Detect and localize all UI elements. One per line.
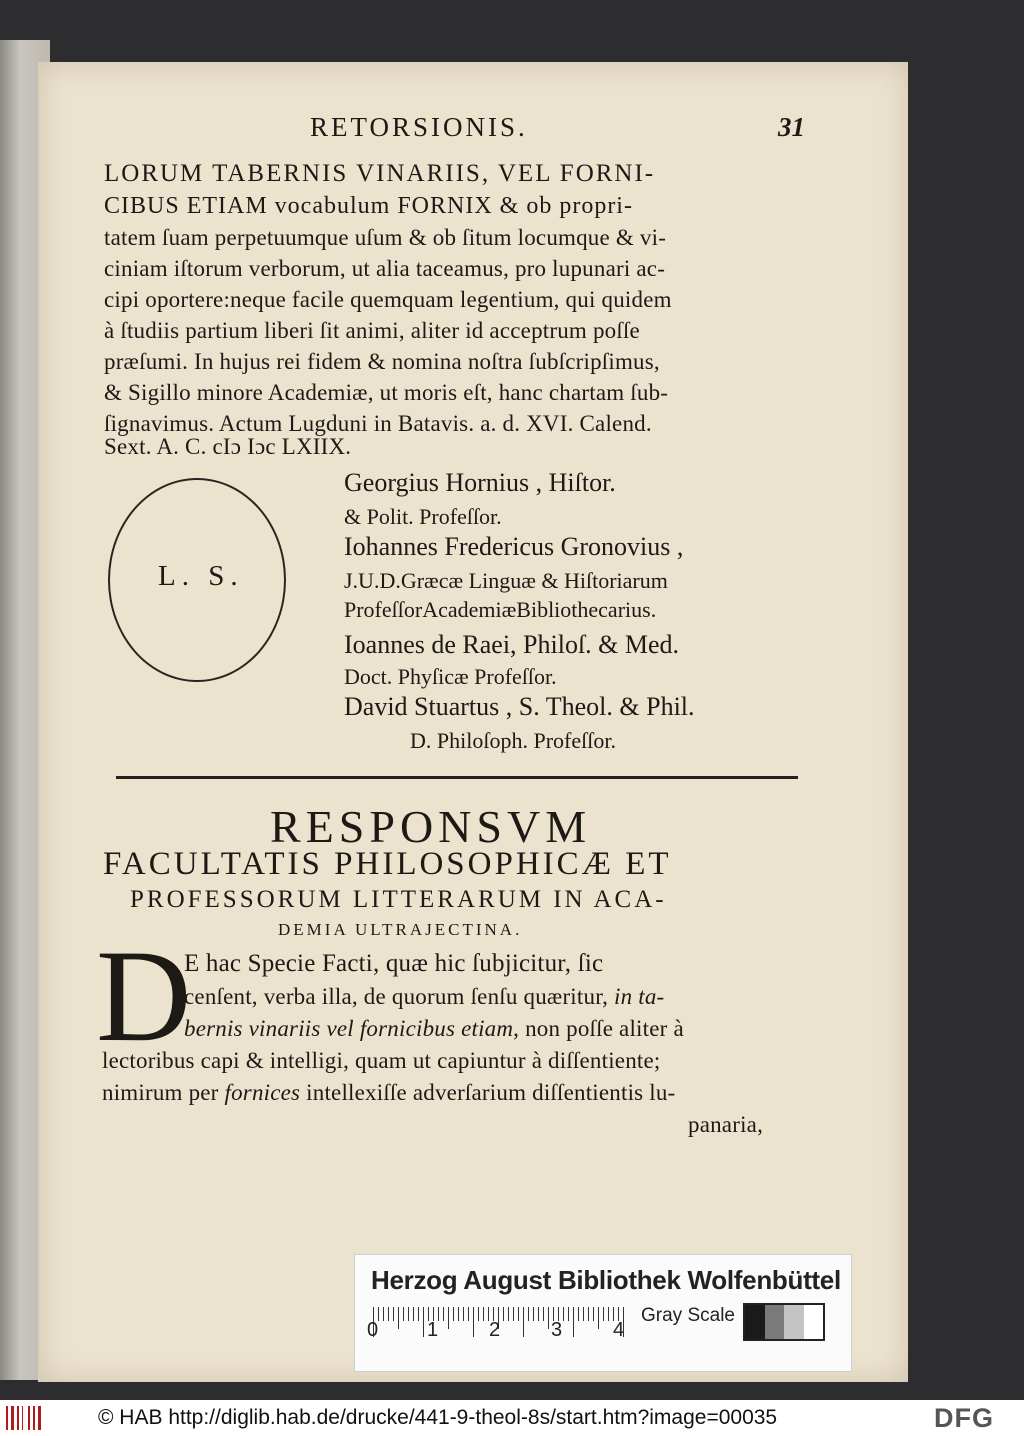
signature-line: ProfeſſorAcademiæBibliothecarius. [344, 597, 657, 622]
ruler-tick [523, 1307, 524, 1337]
section-title: RESPONSVM [270, 801, 592, 852]
ruler-tick [398, 1307, 399, 1329]
ruler-number: 1 [427, 1319, 439, 1341]
ruler-tick [583, 1307, 584, 1321]
ruler-tick [593, 1307, 594, 1321]
response-line: lectoribus capi & intelligi, quam ut capiuntur à diſſentiente; [102, 1048, 661, 1073]
ruler-tick [588, 1307, 589, 1321]
ruler-tick [508, 1307, 509, 1321]
ruler-tick [533, 1307, 534, 1321]
ruler-number: 0 [367, 1319, 379, 1341]
ruler-tick [388, 1307, 389, 1321]
body-line: ciniam iſtorum verborum, ut alia taceamus, pro lupunari ac- [104, 256, 666, 281]
ruler-tick [413, 1307, 414, 1321]
body-line: ſignavimus. Actum Lugduni in Batavis. a. d. XVI. Calend. [104, 411, 652, 436]
signature-line: D. Philoſoph. Profeſſor. [410, 728, 616, 753]
ruler-tick [458, 1307, 459, 1321]
body-line: CIBUS ETIAM vocabulum FORNIX & ob propri- [104, 193, 633, 219]
ruler-tick [468, 1307, 469, 1321]
body-line: Sext. A. C. cIɔ Iɔc LXIIX. [104, 434, 352, 459]
ruler-tick [538, 1307, 539, 1321]
ruler-tick [478, 1307, 479, 1321]
response-line: bernis vinariis vel fornicibus etiam, non poſſe aliter à [184, 1016, 684, 1041]
section-subtitle: FACULTATIS PHILOSOPHICÆ ET [103, 846, 672, 882]
ruler-tick [483, 1307, 484, 1321]
response-line: nimirum per fornices intellexiſſe adverſarium diſſentientis lu- [102, 1080, 676, 1105]
gray-swatch [784, 1305, 804, 1339]
ruler-tick [453, 1307, 454, 1321]
signature-line: Iohannes Fredericus Gronovius , [344, 532, 684, 561]
ruler-tick [513, 1307, 514, 1321]
body-line: & Sigillo minore Academiæ, ut moris eſt, hanc chartam ſub- [104, 380, 669, 405]
barcode-icon [6, 1406, 46, 1430]
seal-text: L. S. [158, 560, 244, 592]
response-line: cenſent, verba illa, de quorum ſenſu quæritur, in ta- [184, 984, 665, 1009]
ruler-tick [603, 1307, 604, 1321]
body-line: à ſtudiis partium liberi ſit animi, aliter id acceptrum poſſe [104, 318, 640, 343]
ruler-tick [598, 1307, 599, 1329]
body-line: cipi oportere:neque facile quemquam legentium, qui quidem [104, 287, 672, 312]
footer-bar [0, 1400, 1024, 1436]
gray-scale-label: Gray Scale [641, 1305, 735, 1326]
library-name: Herzog August Bibliothek Wolfenbüttel [371, 1265, 841, 1295]
ruler-tick [563, 1307, 564, 1321]
ruler-number: 2 [489, 1319, 501, 1341]
signature-line: Georgius Hornius , Hiſtor. [344, 468, 616, 497]
signature-line: Doct. Phyſicæ Profeſſor. [344, 664, 557, 689]
dfg-logo: DFG [934, 1403, 994, 1433]
ruler-tick [438, 1307, 439, 1321]
ruler-number: 4 [613, 1319, 625, 1341]
ruler-tick [448, 1307, 449, 1329]
ruler-tick [418, 1307, 419, 1321]
ruler-tick [543, 1307, 544, 1321]
ruler-tick [608, 1307, 609, 1321]
ruler-tick [528, 1307, 529, 1321]
drop-cap: D [96, 922, 192, 1069]
ruler-tick [568, 1307, 569, 1321]
page-number: 31 [778, 112, 805, 142]
ruler-tick [443, 1307, 444, 1321]
response-line: E hac Specie Facti, quæ hic ſubjicitur, ſic [184, 950, 604, 977]
section-divider [116, 776, 798, 779]
ruler-tick [383, 1307, 384, 1321]
ruler-tick [578, 1307, 579, 1321]
section-subtitle: DEMIA ULTRAJECTINA. [278, 920, 523, 939]
ruler-number: 3 [551, 1319, 563, 1341]
library-color-card [354, 1254, 852, 1372]
body-line: LORUM TABERNIS VINARIIS, VEL FORNI- [104, 160, 656, 187]
footer-url[interactable]: © HAB http://diglib.hab.de/drucke/441-9-theol-8s/start.htm?image=00035 [98, 1406, 778, 1429]
ruler-tick [393, 1307, 394, 1321]
gray-swatch [765, 1305, 785, 1339]
ruler-tick [573, 1307, 574, 1337]
gray-swatch [745, 1305, 765, 1339]
ruler-tick [408, 1307, 409, 1321]
ruler-tick [423, 1307, 424, 1337]
ruler-tick [403, 1307, 404, 1321]
ruler-tick [473, 1307, 474, 1337]
section-subtitle: PROFESSORUM LITTERARUM IN ACA- [130, 886, 667, 913]
body-line: tatem ſuam perpetuumque uſum & ob ſitum locumque & vi- [104, 225, 667, 250]
signature-line: David Stuartus , S. Theol. & Phil. [344, 692, 695, 721]
signature-line: Ioannes de Raei, Philoſ. & Med. [344, 630, 680, 659]
gray-scale-swatch [743, 1303, 825, 1341]
gray-swatch [804, 1305, 824, 1339]
response-line: panaria, [688, 1112, 764, 1137]
measurement-ruler [373, 1307, 629, 1345]
ruler-tick [503, 1307, 504, 1321]
ruler-tick [518, 1307, 519, 1321]
ruler-tick [378, 1307, 379, 1321]
running-head: RETORSIONIS. [310, 112, 528, 142]
ruler-tick [548, 1307, 549, 1329]
body-line: præſumi. In hujus rei fidem & nomina noſtra ſubſcripſimus, [104, 349, 660, 374]
signature-line: J.U.D.Græcæ Linguæ & Hiſtoriarum [344, 568, 668, 593]
signature-line: & Polit. Profeſſor. [344, 504, 502, 529]
ruler-tick [463, 1307, 464, 1321]
